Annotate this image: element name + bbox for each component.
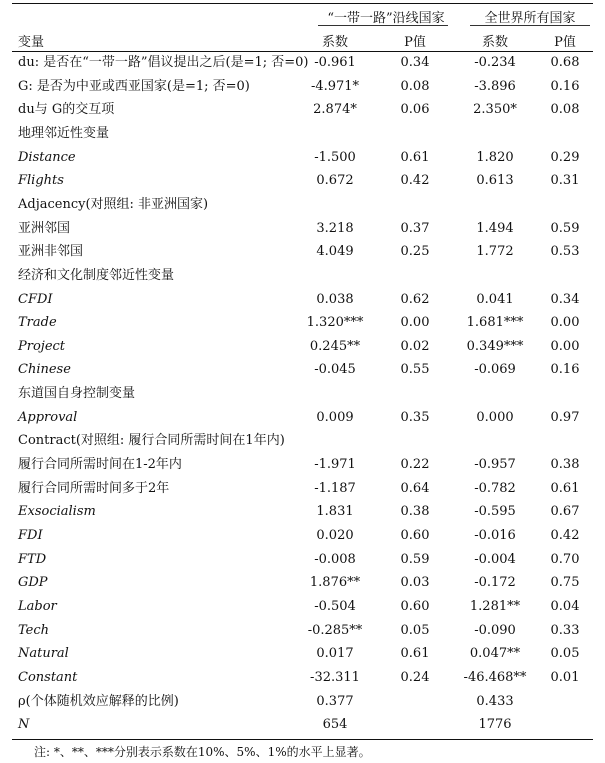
group-header-all-countries: 全世界所有国家 xyxy=(484,11,576,26)
pvalue-all-countries: 0.53 xyxy=(550,244,580,260)
pvalue-all-countries: 0.29 xyxy=(550,149,580,165)
pvalue-belt-road: 0.35 xyxy=(400,409,430,425)
pvalue-all-countries: 0.01 xyxy=(550,669,580,685)
table-row xyxy=(0,619,605,642)
table-row xyxy=(0,264,605,287)
coef-all-countries: -0.234 xyxy=(474,55,516,70)
pvalue-belt-road: 0.60 xyxy=(400,598,430,614)
table-row xyxy=(0,169,605,192)
coef-all-countries: 0.000 xyxy=(476,409,514,425)
col-header-p-1: P值 xyxy=(404,35,426,50)
pvalue-belt-road: 0.24 xyxy=(400,669,430,685)
table-row xyxy=(0,571,605,594)
row-label: Approval xyxy=(18,409,78,425)
group-underline-belt-road xyxy=(318,25,448,26)
table-row xyxy=(0,217,605,240)
coef-all-countries: -0.090 xyxy=(474,622,516,638)
table-row xyxy=(0,240,605,263)
coef-all-countries: -0.016 xyxy=(474,528,516,543)
row-label: 亚洲非邻国 xyxy=(18,244,84,260)
table-row xyxy=(0,690,605,713)
pvalue-all-countries: 0.05 xyxy=(550,646,580,662)
table-row xyxy=(0,548,605,571)
coef-belt-road: 0.245** xyxy=(309,338,361,354)
pvalue-all-countries: 0.04 xyxy=(550,598,580,614)
row-label: N xyxy=(18,717,30,733)
row-label: 地理邻近性变量 xyxy=(18,125,110,141)
coef-belt-road: 0.020 xyxy=(316,528,354,543)
coef-belt-road: 1.831 xyxy=(316,504,354,520)
row-label: Natural xyxy=(18,646,69,662)
table-row xyxy=(0,642,605,665)
table-row xyxy=(0,311,605,334)
row-label: ρ(个体随机效应解释的比例) xyxy=(18,693,179,709)
pvalue-all-countries: 0.59 xyxy=(550,220,580,236)
pvalue-belt-road: 0.64 xyxy=(400,480,430,496)
pvalue-all-countries: 0.33 xyxy=(550,622,580,638)
pvalue-belt-road: 0.34 xyxy=(400,55,430,70)
coef-belt-road: 0.672 xyxy=(316,173,354,189)
pvalue-belt-road: 0.25 xyxy=(400,244,430,260)
coef-all-countries: -0.957 xyxy=(474,457,516,473)
pvalue-all-countries: 0.75 xyxy=(550,575,580,591)
pvalue-belt-road: 0.42 xyxy=(400,173,430,189)
pvalue-belt-road: 0.05 xyxy=(400,622,430,638)
pvalue-belt-road: 0.02 xyxy=(400,338,430,354)
row-label: Project xyxy=(18,338,66,354)
coef-belt-road: -1.187 xyxy=(314,480,356,496)
group-underline-all-countries xyxy=(470,25,590,26)
coef-all-countries: -0.172 xyxy=(474,575,516,591)
table-row xyxy=(0,358,605,381)
row-label: FTD xyxy=(18,551,47,567)
pvalue-belt-road: 0.38 xyxy=(400,504,430,520)
coef-belt-road: -4.971* xyxy=(310,78,360,94)
coef-all-countries: 0.433 xyxy=(476,693,514,709)
coef-all-countries: 1.281** xyxy=(469,598,521,614)
pvalue-all-countries: 0.00 xyxy=(550,338,580,354)
pvalue-all-countries: 0.38 xyxy=(550,457,580,473)
table-note: 注: *、**、***分别表示系数在10%、5%、1%的水平上显著。 xyxy=(34,745,371,759)
col-header-p-2: P值 xyxy=(554,35,576,50)
coef-belt-road: -0.961 xyxy=(314,55,356,70)
table-row xyxy=(0,406,605,429)
row-label: Distance xyxy=(18,149,76,165)
pvalue-all-countries: 0.31 xyxy=(550,173,580,189)
pvalue-all-countries: 0.67 xyxy=(550,504,580,520)
table-row xyxy=(0,429,605,452)
row-label: FDI xyxy=(18,528,43,543)
coef-all-countries: 1.681*** xyxy=(466,315,524,331)
pvalue-all-countries: 0.61 xyxy=(550,480,580,496)
table-bottom-rule xyxy=(12,739,593,740)
coef-all-countries: 0.349*** xyxy=(466,338,524,354)
coef-belt-road: 2.874* xyxy=(313,102,357,118)
pvalue-belt-road: 0.59 xyxy=(400,551,430,567)
pvalue-all-countries: 0.68 xyxy=(550,55,580,70)
group-header-belt-road: “一带一路”沿线国家 xyxy=(327,11,445,26)
coef-belt-road: -32.311 xyxy=(310,669,360,685)
coef-all-countries: 2.350* xyxy=(473,102,517,118)
coef-all-countries: -3.896 xyxy=(474,78,516,94)
table-row xyxy=(0,666,605,689)
row-label: Labor xyxy=(18,598,57,614)
pvalue-belt-road: 0.61 xyxy=(400,646,430,662)
coef-belt-road: -0.045 xyxy=(314,362,356,378)
coef-belt-road: 0.009 xyxy=(316,409,354,425)
table-row xyxy=(0,500,605,523)
coef-all-countries: -0.069 xyxy=(474,362,516,378)
table-row xyxy=(0,193,605,216)
row-label: Constant xyxy=(18,669,78,685)
coef-belt-road: 1.876** xyxy=(309,575,361,591)
pvalue-all-countries: 0.16 xyxy=(550,362,580,378)
row-label: G: 是否为中亚或西亚国家(是=1; 否=0) xyxy=(18,78,250,94)
coef-belt-road: 654 xyxy=(322,717,348,733)
pvalue-all-countries: 0.08 xyxy=(550,102,580,118)
row-label: GDP xyxy=(18,575,48,591)
coef-belt-road: 0.377 xyxy=(316,693,354,709)
table-row xyxy=(0,122,605,145)
table-row xyxy=(0,75,605,98)
pvalue-belt-road: 0.55 xyxy=(400,362,430,378)
col-header-variable: 变量 xyxy=(18,35,45,50)
table-row xyxy=(0,288,605,311)
row-label: 经济和文化制度邻近性变量 xyxy=(18,267,175,283)
table-row xyxy=(0,713,605,736)
row-label: CFDI xyxy=(18,291,53,307)
coef-all-countries: 1.494 xyxy=(476,220,514,236)
pvalue-belt-road: 0.08 xyxy=(400,78,430,94)
pvalue-belt-road: 0.03 xyxy=(400,575,430,591)
pvalue-all-countries: 0.70 xyxy=(550,551,580,567)
coef-all-countries: 0.047** xyxy=(469,646,521,662)
table-row xyxy=(0,335,605,358)
coef-belt-road: -0.504 xyxy=(314,598,356,614)
table-row xyxy=(0,98,605,121)
pvalue-belt-road: 0.37 xyxy=(400,220,430,236)
coef-all-countries: 1.772 xyxy=(476,244,514,260)
row-label: 东道国自身控制变量 xyxy=(18,386,136,402)
row-label: Chinese xyxy=(18,362,71,378)
pvalue-all-countries: 0.97 xyxy=(550,409,580,425)
table-row xyxy=(0,453,605,476)
row-label: du与 G的交互项 xyxy=(18,102,115,118)
coef-belt-road: 0.038 xyxy=(316,291,354,307)
coef-all-countries: -0.782 xyxy=(474,480,516,496)
row-label: 履行合同所需时间在1-2年内 xyxy=(18,457,182,473)
table-row xyxy=(0,382,605,405)
table-row xyxy=(0,595,605,618)
coef-belt-road: -1.500 xyxy=(314,149,356,165)
coef-all-countries: -46.468** xyxy=(463,669,527,685)
row-label: Adjacency(对照组: 非亚洲国家) xyxy=(18,196,209,212)
table-row xyxy=(0,51,605,74)
coef-belt-road: 4.049 xyxy=(316,244,354,260)
coef-belt-road: 3.218 xyxy=(316,220,354,236)
coef-belt-road: 1.320*** xyxy=(306,315,364,331)
pvalue-all-countries: 0.00 xyxy=(550,315,580,331)
coef-belt-road: 0.017 xyxy=(316,646,354,662)
col-header-coef-1: 系数 xyxy=(321,35,348,50)
table-row xyxy=(0,477,605,500)
row-label: 亚洲邻国 xyxy=(18,220,71,236)
pvalue-belt-road: 0.61 xyxy=(400,149,430,165)
table-row xyxy=(0,146,605,169)
coef-all-countries: 1776 xyxy=(478,717,512,733)
pvalue-all-countries: 0.16 xyxy=(550,78,580,94)
row-label: Exsocialism xyxy=(18,504,96,520)
coef-all-countries: 0.613 xyxy=(476,173,514,189)
coef-belt-road: -0.008 xyxy=(314,551,356,567)
pvalue-belt-road: 0.06 xyxy=(400,102,430,118)
pvalue-belt-road: 0.00 xyxy=(400,315,430,331)
row-label: 履行合同所需时间多于2年 xyxy=(18,480,170,496)
col-header-coef-2: 系数 xyxy=(481,35,508,50)
table-top-rule xyxy=(12,3,593,4)
coef-all-countries: 1.820 xyxy=(476,149,514,165)
pvalue-belt-road: 0.60 xyxy=(400,528,430,543)
row-label: Flights xyxy=(18,173,64,189)
pvalue-belt-road: 0.62 xyxy=(400,291,430,307)
row-label: Contract(对照组: 履行合同所需时间在1年内) xyxy=(18,433,285,449)
pvalue-all-countries: 0.42 xyxy=(550,528,580,543)
coef-all-countries: -0.004 xyxy=(474,551,516,567)
table-row xyxy=(0,524,605,547)
pvalue-belt-road: 0.22 xyxy=(400,457,430,473)
coef-all-countries: -0.595 xyxy=(474,504,516,520)
coef-all-countries: 0.041 xyxy=(476,291,514,307)
coef-belt-road: -1.971 xyxy=(314,457,356,473)
row-label: du: 是否在“一带一路”倡议提出之后(是=1; 否=0) xyxy=(18,55,309,70)
row-label: Tech xyxy=(18,622,50,638)
pvalue-all-countries: 0.34 xyxy=(550,291,580,307)
row-label: Trade xyxy=(18,315,57,331)
coef-belt-road: -0.285** xyxy=(307,622,363,638)
